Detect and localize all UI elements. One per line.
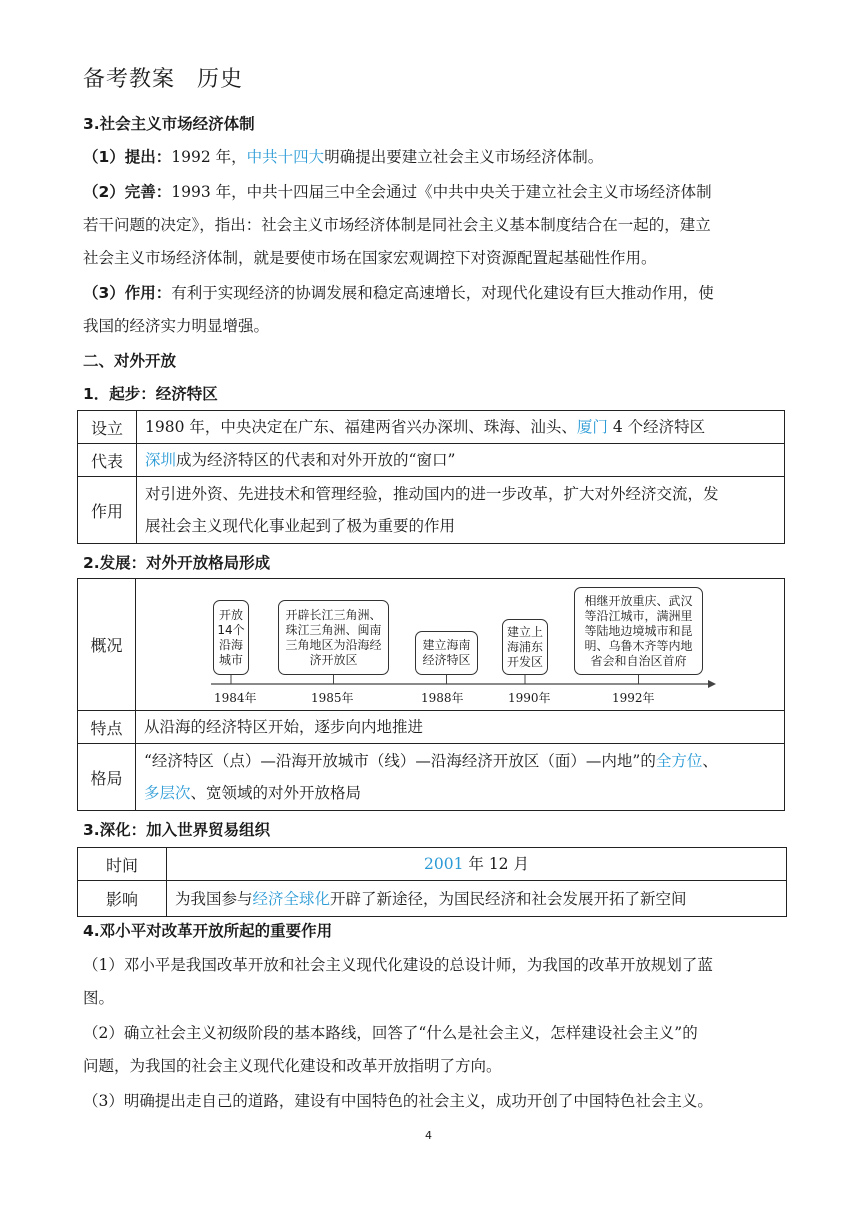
timeline-event-text: 相继开放重庆、武汉	[584, 593, 693, 608]
timeline-event-text: 经济特区	[422, 653, 471, 667]
table-row	[78, 579, 785, 711]
row-label: 作用	[78, 477, 137, 544]
timeline-event-text: 珠江三角洲、闽南	[285, 622, 382, 637]
row-label: 时间	[78, 848, 167, 881]
item-label: （3）作用：	[83, 284, 172, 302]
row-content: 从沿海的经济特区开始，逐步向内地推进	[136, 711, 785, 744]
subsection-heading: 2.发展：对外开放格局形成	[83, 554, 271, 572]
text-span: 成为经济特区的代表和对外开放的“窗口”	[176, 451, 456, 469]
timeline-arrow-icon	[708, 680, 716, 688]
paragraph-line	[83, 147, 603, 167]
page-number: 4	[425, 1129, 432, 1142]
paragraph-line: 问题，为我国的社会主义现代化建设和改革开放指明了方向。	[83, 1057, 502, 1075]
header-title-2: 历史	[197, 67, 244, 92]
text-span: 开辟了新途径，为国民经济和社会发展开拓了新空间	[330, 889, 687, 908]
text-span: 1980 年，中央决定在广东、福建两省兴办深圳、珠海、汕头、	[145, 418, 577, 436]
highlight-term: 多层次	[144, 784, 191, 802]
row-label: 概况	[78, 579, 136, 711]
row-label: 格局	[78, 744, 136, 811]
row-content	[167, 848, 787, 881]
table-row	[78, 711, 785, 744]
item-label: （1）提出：	[83, 148, 172, 166]
timeline-event-text: 三角地区为沿海经	[285, 637, 382, 652]
row-content	[136, 744, 785, 811]
opening-pattern-table	[77, 578, 785, 811]
timeline-event-text: 济开放区	[309, 652, 358, 667]
row-content	[167, 881, 787, 917]
timeline-event-text: 等陆地边境城市和昆	[584, 623, 693, 638]
text-span: 有利于实现经济的协调发展和稳定高速增长，对现代化建设有巨大推动作用，使	[171, 284, 714, 302]
timeline-event-box	[415, 631, 478, 675]
timeline-year-label: 1990年	[508, 691, 551, 705]
highlight-term: 经济全球化	[252, 889, 331, 908]
text-span: 年 12 月	[463, 855, 529, 873]
row-label: 影响	[78, 881, 167, 917]
timeline-year-label: 1988年	[421, 691, 464, 705]
timeline	[136, 579, 784, 710]
timeline-year-label: 1992年	[612, 691, 655, 705]
table-row	[78, 848, 787, 881]
timeline-event-box	[213, 600, 249, 675]
timeline-event-text: 省会和自治区首府	[590, 653, 687, 668]
timeline-year-label: 1985年	[311, 691, 354, 705]
subsection-heading: 3.深化：加入世界贸易组织	[83, 821, 271, 839]
row-content	[137, 477, 785, 544]
table-row	[78, 477, 785, 544]
highlight-term: 中共十四大	[246, 148, 325, 166]
highlight-term: 厦门	[576, 418, 608, 436]
header-title-1: 备考教案	[83, 67, 176, 92]
highlight-term: 全方位	[655, 752, 703, 770]
timeline-event-text: 开发区	[506, 654, 543, 669]
text-span: 、宽领域的对外开放格局	[190, 784, 362, 802]
row-label: 设立	[78, 411, 137, 444]
row-content	[137, 411, 785, 444]
paragraph-line: 若干问题的决定》，指出：社会主义市场经济体制是同社会主义基本制度结合在一起的，建立	[83, 216, 711, 234]
paragraph-line	[83, 182, 712, 202]
special-zone-table	[77, 410, 785, 544]
text-span: “经济特区（点）—沿海开放城市（线）—沿海经济开放区（面）—内地”的	[144, 752, 656, 770]
row-label: 特点	[78, 711, 136, 744]
timeline-event-text: 建立上	[506, 624, 543, 639]
timeline-event-text: 开放	[218, 607, 243, 622]
timeline-event-text: 明、乌鲁木齐等内地	[584, 638, 693, 653]
wto-table	[77, 847, 787, 917]
highlight-term: 深圳	[145, 451, 177, 469]
timeline-event-text: 城市	[218, 652, 243, 667]
text-span: 、	[702, 752, 718, 770]
table-row	[78, 444, 785, 477]
text-span: 为我国参与	[175, 889, 253, 908]
text-line: 展社会主义现代化事业起到了极为重要的作用	[145, 517, 456, 535]
section-heading: 二、对外开放	[83, 352, 177, 370]
timeline-event-text: 建立海南	[422, 638, 471, 652]
row-label: 代表	[78, 444, 137, 477]
timeline-event-text: 海浦东	[506, 639, 543, 654]
timeline-event-box	[502, 619, 548, 675]
page-header	[83, 62, 243, 93]
table-row	[78, 411, 785, 444]
row-content	[137, 444, 785, 477]
paragraph-line: 我国的经济实力明显增强。	[83, 317, 270, 335]
timeline-event-box	[278, 600, 389, 675]
subsection-heading: 4.邓小平对改革开放所起的重要作用	[83, 922, 333, 940]
timeline-event-text: 14个	[217, 622, 245, 637]
timeline-event-text: 沿海	[218, 637, 243, 652]
timeline-year-label: 1984年	[214, 691, 257, 705]
timeline-event-box	[574, 587, 703, 675]
text-span: 4 个经济特区	[607, 418, 706, 436]
text-span: 明确提出要建立社会主义市场经济体制。	[324, 148, 604, 166]
paragraph-line: （2）确立社会主义初级阶段的基本路线，回答了“什么是社会主义，怎样建设社会主义”的	[83, 1024, 698, 1042]
timeline-cell	[136, 579, 785, 711]
table-row	[78, 744, 785, 811]
section-heading: 3.社会主义市场经济体制	[83, 115, 255, 133]
highlight-term: 2001	[424, 855, 464, 873]
subsection-heading: 1．起步：经济特区	[83, 385, 218, 403]
table-row	[78, 881, 787, 917]
item-label: （2）完善：	[83, 183, 172, 201]
text-span: 1993 年，中共十四届三中全会通过《中共中央关于建立社会主义市场经济体制	[171, 183, 712, 201]
paragraph-line: （3）明确提出走自己的道路，建设有中国特色的社会主义，成功开创了中国特色社会主义。	[83, 1092, 713, 1110]
text-span: 1992 年，	[171, 148, 247, 166]
text-line: 对引进外资、先进技术和管理经验，推动国内的进一步改革，扩大对外经济交流，发	[145, 485, 719, 503]
timeline-event-text: 等沿江城市，满洲里	[584, 608, 693, 623]
paragraph-line: （1）邓小平是我国改革开放和社会主义现代化建设的总设计师，为我国的改革开放规划了蓝	[83, 956, 713, 974]
paragraph-line	[83, 283, 714, 303]
paragraph-line: 图。	[83, 989, 115, 1007]
timeline-event-text: 开辟长江三角洲、	[285, 607, 382, 622]
paragraph-line: 社会主义市场经济体制，就是要使市场在国家宏观调控下对资源配置起基础性作用。	[83, 249, 657, 267]
